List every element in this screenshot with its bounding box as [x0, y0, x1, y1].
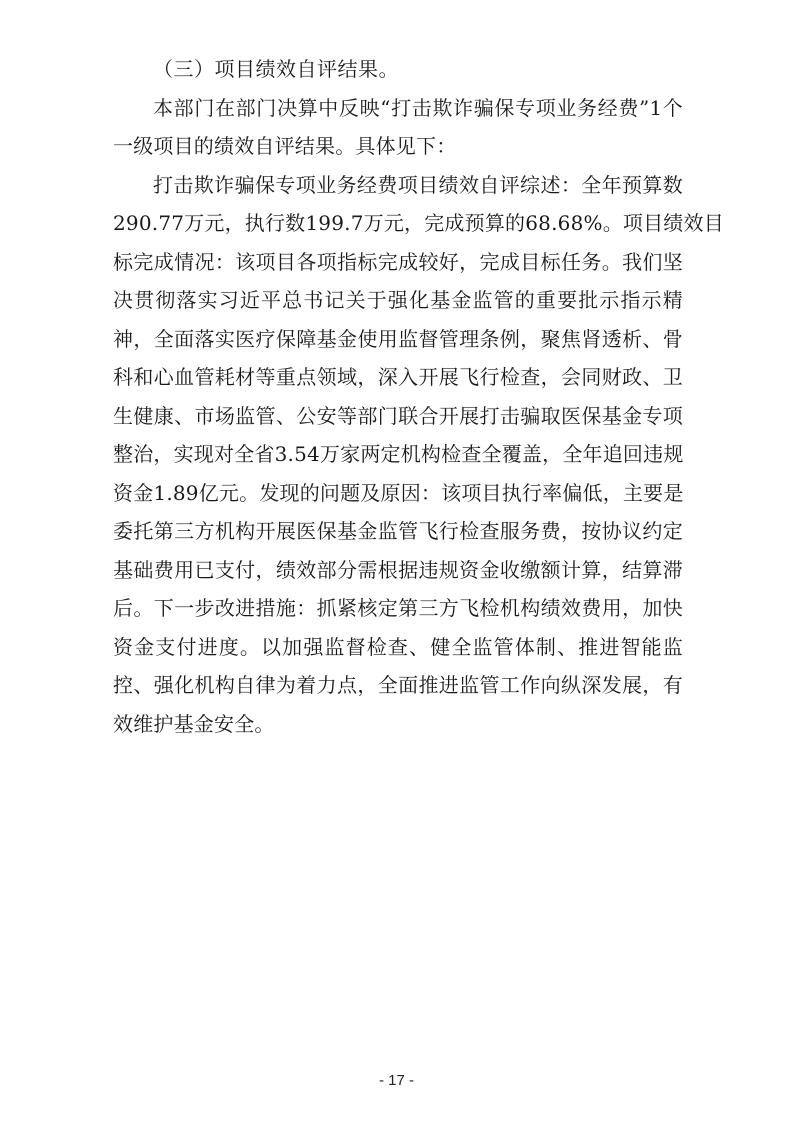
text-line: 290.77万元，执行数199.7万元，完成预算的68.68%。项目绩效目 [113, 211, 724, 235]
text-line: 决贯彻落实习近平总书记关于强化基金监管的重要批示指示精 [113, 288, 683, 312]
text-line: 资金支付进度。以加强监督检查、健全监管体制、推进智能监 [113, 634, 683, 659]
text-line: 本部门在部门决算中反映“打击欺诈骗保专项业务经费”1个 [153, 95, 683, 120]
document-body [113, 50, 724, 743]
page-number: - 17 - [378, 1072, 414, 1089]
text-line: 整治，实现对全省3.54万家两定机构检查全覆盖，全年追回违规 [113, 442, 684, 466]
text-line: 打击欺诈骗保专项业务经费项目绩效自评综述：全年预算数 [153, 172, 683, 197]
text-line: 委托第三方机构开展医保基金监管飞行检查服务费，按协议约定 [113, 519, 683, 543]
text-line: 神，全面落实医疗保障基金使用监督管理条例，聚焦肾透析、骨 [113, 326, 683, 351]
text-line: 资金1.89亿元。发现的问题及原因：该项目执行率偏低，主要是 [113, 480, 684, 505]
text-line: 后。下一步改进措施：抓紧核定第三方飞检机构绩效费用，加快 [113, 596, 683, 620]
text-line: 一级项目的绩效自评结果。具体见下： [113, 134, 457, 158]
text-line: 标完成情况：该项目各项指标完成较好，完成目标任务。我们坚 [113, 249, 683, 274]
section-heading: （三）项目绩效自评结果。 [153, 57, 399, 81]
paragraph-intro [113, 89, 683, 166]
text-line: 基础费用已支付，绩效部分需根据违规资金收缴额计算，结算滞 [113, 557, 683, 582]
text-line: 科和心血管耗材等重点领域，深入开展飞行检查，会同财政、卫 [113, 365, 683, 389]
text-line: 生健康、市场监管、公安等部门联合开展打击骗取医保基金专项 [113, 403, 683, 428]
text-line: 效维护基金安全。 [113, 711, 275, 736]
text-line: 控、强化机构自律为着力点，全面推进监管工作向纵深发展，有 [113, 673, 683, 697]
paragraph-summary [113, 166, 724, 744]
